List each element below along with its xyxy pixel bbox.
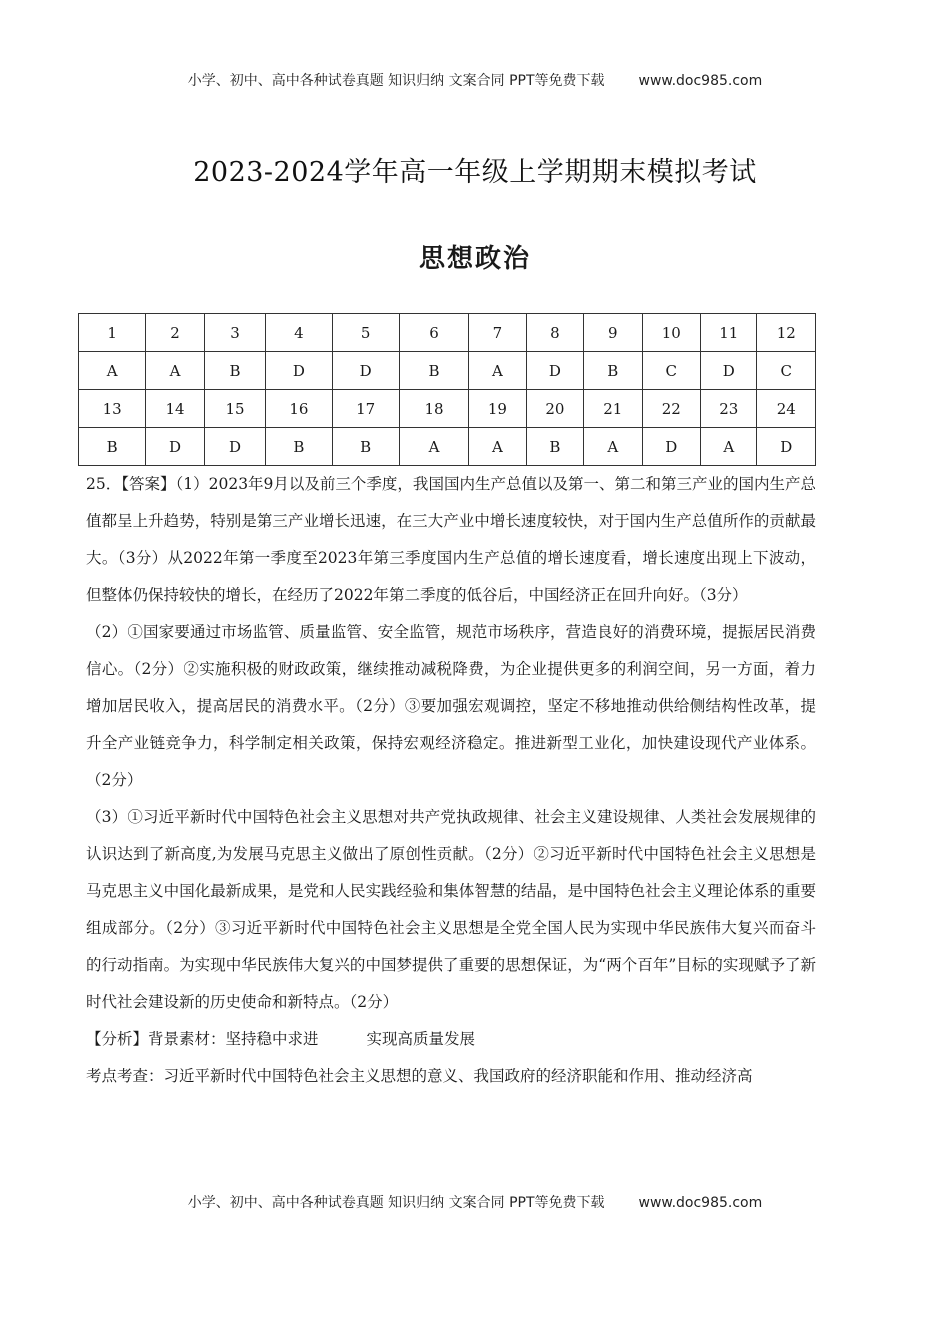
analysis-material: 实现高质量发展	[366, 1030, 476, 1048]
question-number-cell: 24	[757, 390, 816, 428]
answer-cell: D	[757, 428, 816, 466]
header-text: 小学、初中、高中各种试卷真题 知识归纳 文案合同 PPT等免费下载	[187, 73, 605, 89]
question-number-cell: 2	[146, 314, 204, 352]
question-number-cell: 18	[399, 390, 468, 428]
answer-cell: D	[146, 428, 204, 466]
question-number-cell: 11	[701, 314, 757, 352]
q25-part1: 25．【答案】（1）2023年9月以及前三个季度，我国国内生产总值以及第一、第二和第三产业的国内生产总值都呈上升趋势，特别是第三产业增长迅速，在三大产业中增长速度较快，对于国内生产总值所作的贡献最大。（3分）从2022年第一季度至2023年第三季度国内生产总值的增长速度看，增长速度出现上下波动，但整体仍保持较快的增长，在经历了2022年第二季度的低谷后，中国经济正在回升向好。（3分）	[86, 475, 816, 604]
answer-cell: D	[204, 428, 265, 466]
page-header	[0, 70, 950, 90]
answer-cell: A	[146, 352, 204, 390]
page-footer	[0, 1192, 950, 1212]
answer-cell: B	[526, 428, 583, 466]
q25-part3: （3）①习近平新时代中国特色社会主义思想对共产党执政规律、社会主义建设规律、人类社会发展规律的认识达到了新高度,为发展马克思主义做出了原创性贡献。（2分）②习近平新时代中国特色社会主义思想是马克思主义中国化最新成果，是党和人民实践经验和集体智慧的结晶，是中国特色社会主义理论体系的重要组成部分。（2分）③习近平新时代中国特色社会主义思想是全党全国人民为实现中华民族伟大复兴而奋斗的行动指南。为实现中华民族伟大复兴的中国梦提供了重要的思想保证，为“两个百年”目标的实现赋予了新时代社会建设新的历史使命和新特点。（2分）	[86, 808, 816, 1011]
question-number-cell: 15	[204, 390, 265, 428]
answer-row	[79, 428, 816, 466]
answer-cell: A	[399, 428, 468, 466]
answer-cell: D	[266, 352, 332, 390]
exam-points: 考点考查：习近平新时代中国特色社会主义思想的意义、我国政府的经济职能和作用、推动经济高	[86, 1067, 753, 1085]
answer-cell: A	[584, 428, 642, 466]
question-number-cell: 13	[79, 390, 146, 428]
answer-cell: A	[701, 428, 757, 466]
question-number-cell: 19	[469, 390, 526, 428]
question-number-cell: 17	[332, 390, 399, 428]
footer-text: 小学、初中、高中各种试卷真题 知识归纳 文案合同 PPT等免费下载	[187, 1195, 605, 1211]
answer-cell: D	[332, 352, 399, 390]
answer-row	[79, 352, 816, 390]
header-site-link[interactable]: www.doc985.com	[638, 73, 763, 89]
analysis-label: 【分析】背景素材：坚持稳中求进	[86, 1030, 319, 1048]
q25-part2: （2）①国家要通过市场监管、质量监管、安全监管，规范市场秩序，营造良好的消费环境，提振居民消费信心。（2分）②实施积极的财政政策，继续推动减税降费，为企业提供更多的利润空间，另一方面，着力增加居民收入，提高居民的消费水平。（2分）③要加强宏观调控，坚定不移地推动供给侧结构性改革，提升全产业链竞争力，科学制定相关政策，保持宏观经济稳定。推进新型工业化，加快建设现代产业体系。（2分）	[86, 623, 816, 789]
question-number-cell: 16	[266, 390, 332, 428]
question-number-cell: 6	[399, 314, 468, 352]
answer-body	[86, 466, 816, 1095]
answer-cell: B	[204, 352, 265, 390]
question-number-cell: 20	[526, 390, 583, 428]
analysis-line	[86, 1021, 816, 1058]
answer-cell: C	[642, 352, 700, 390]
question-number-cell: 21	[584, 390, 642, 428]
answer-table	[78, 313, 816, 466]
question-number-cell: 10	[642, 314, 700, 352]
question-number-cell: 4	[266, 314, 332, 352]
answer-cell: B	[79, 428, 146, 466]
answer-cell: C	[757, 352, 816, 390]
question-number-cell: 8	[526, 314, 583, 352]
answer-cell: B	[332, 428, 399, 466]
question-number-cell: 3	[204, 314, 265, 352]
question-number-cell: 1	[79, 314, 146, 352]
subject-title: 思想政治	[418, 244, 531, 274]
answer-cell: D	[701, 352, 757, 390]
answer-cell: A	[79, 352, 146, 390]
answer-cell: D	[642, 428, 700, 466]
question-number-cell: 14	[146, 390, 204, 428]
answer-cell: B	[266, 428, 332, 466]
question-number-cell: 12	[757, 314, 816, 352]
exam-title: 2023-2024学年高一年级上学期期末模拟考试	[193, 157, 757, 188]
answer-cell: D	[526, 352, 583, 390]
question-number-row	[79, 390, 816, 428]
question-number-cell: 23	[701, 390, 757, 428]
answer-cell: B	[584, 352, 642, 390]
question-number-cell: 5	[332, 314, 399, 352]
question-number-row	[79, 314, 816, 352]
question-number-cell: 9	[584, 314, 642, 352]
answer-cell: B	[399, 352, 468, 390]
question-number-cell: 22	[642, 390, 700, 428]
answer-cell: A	[469, 352, 526, 390]
answer-cell: A	[469, 428, 526, 466]
footer-site-link[interactable]: www.doc985.com	[638, 1195, 763, 1211]
question-number-cell: 7	[469, 314, 526, 352]
